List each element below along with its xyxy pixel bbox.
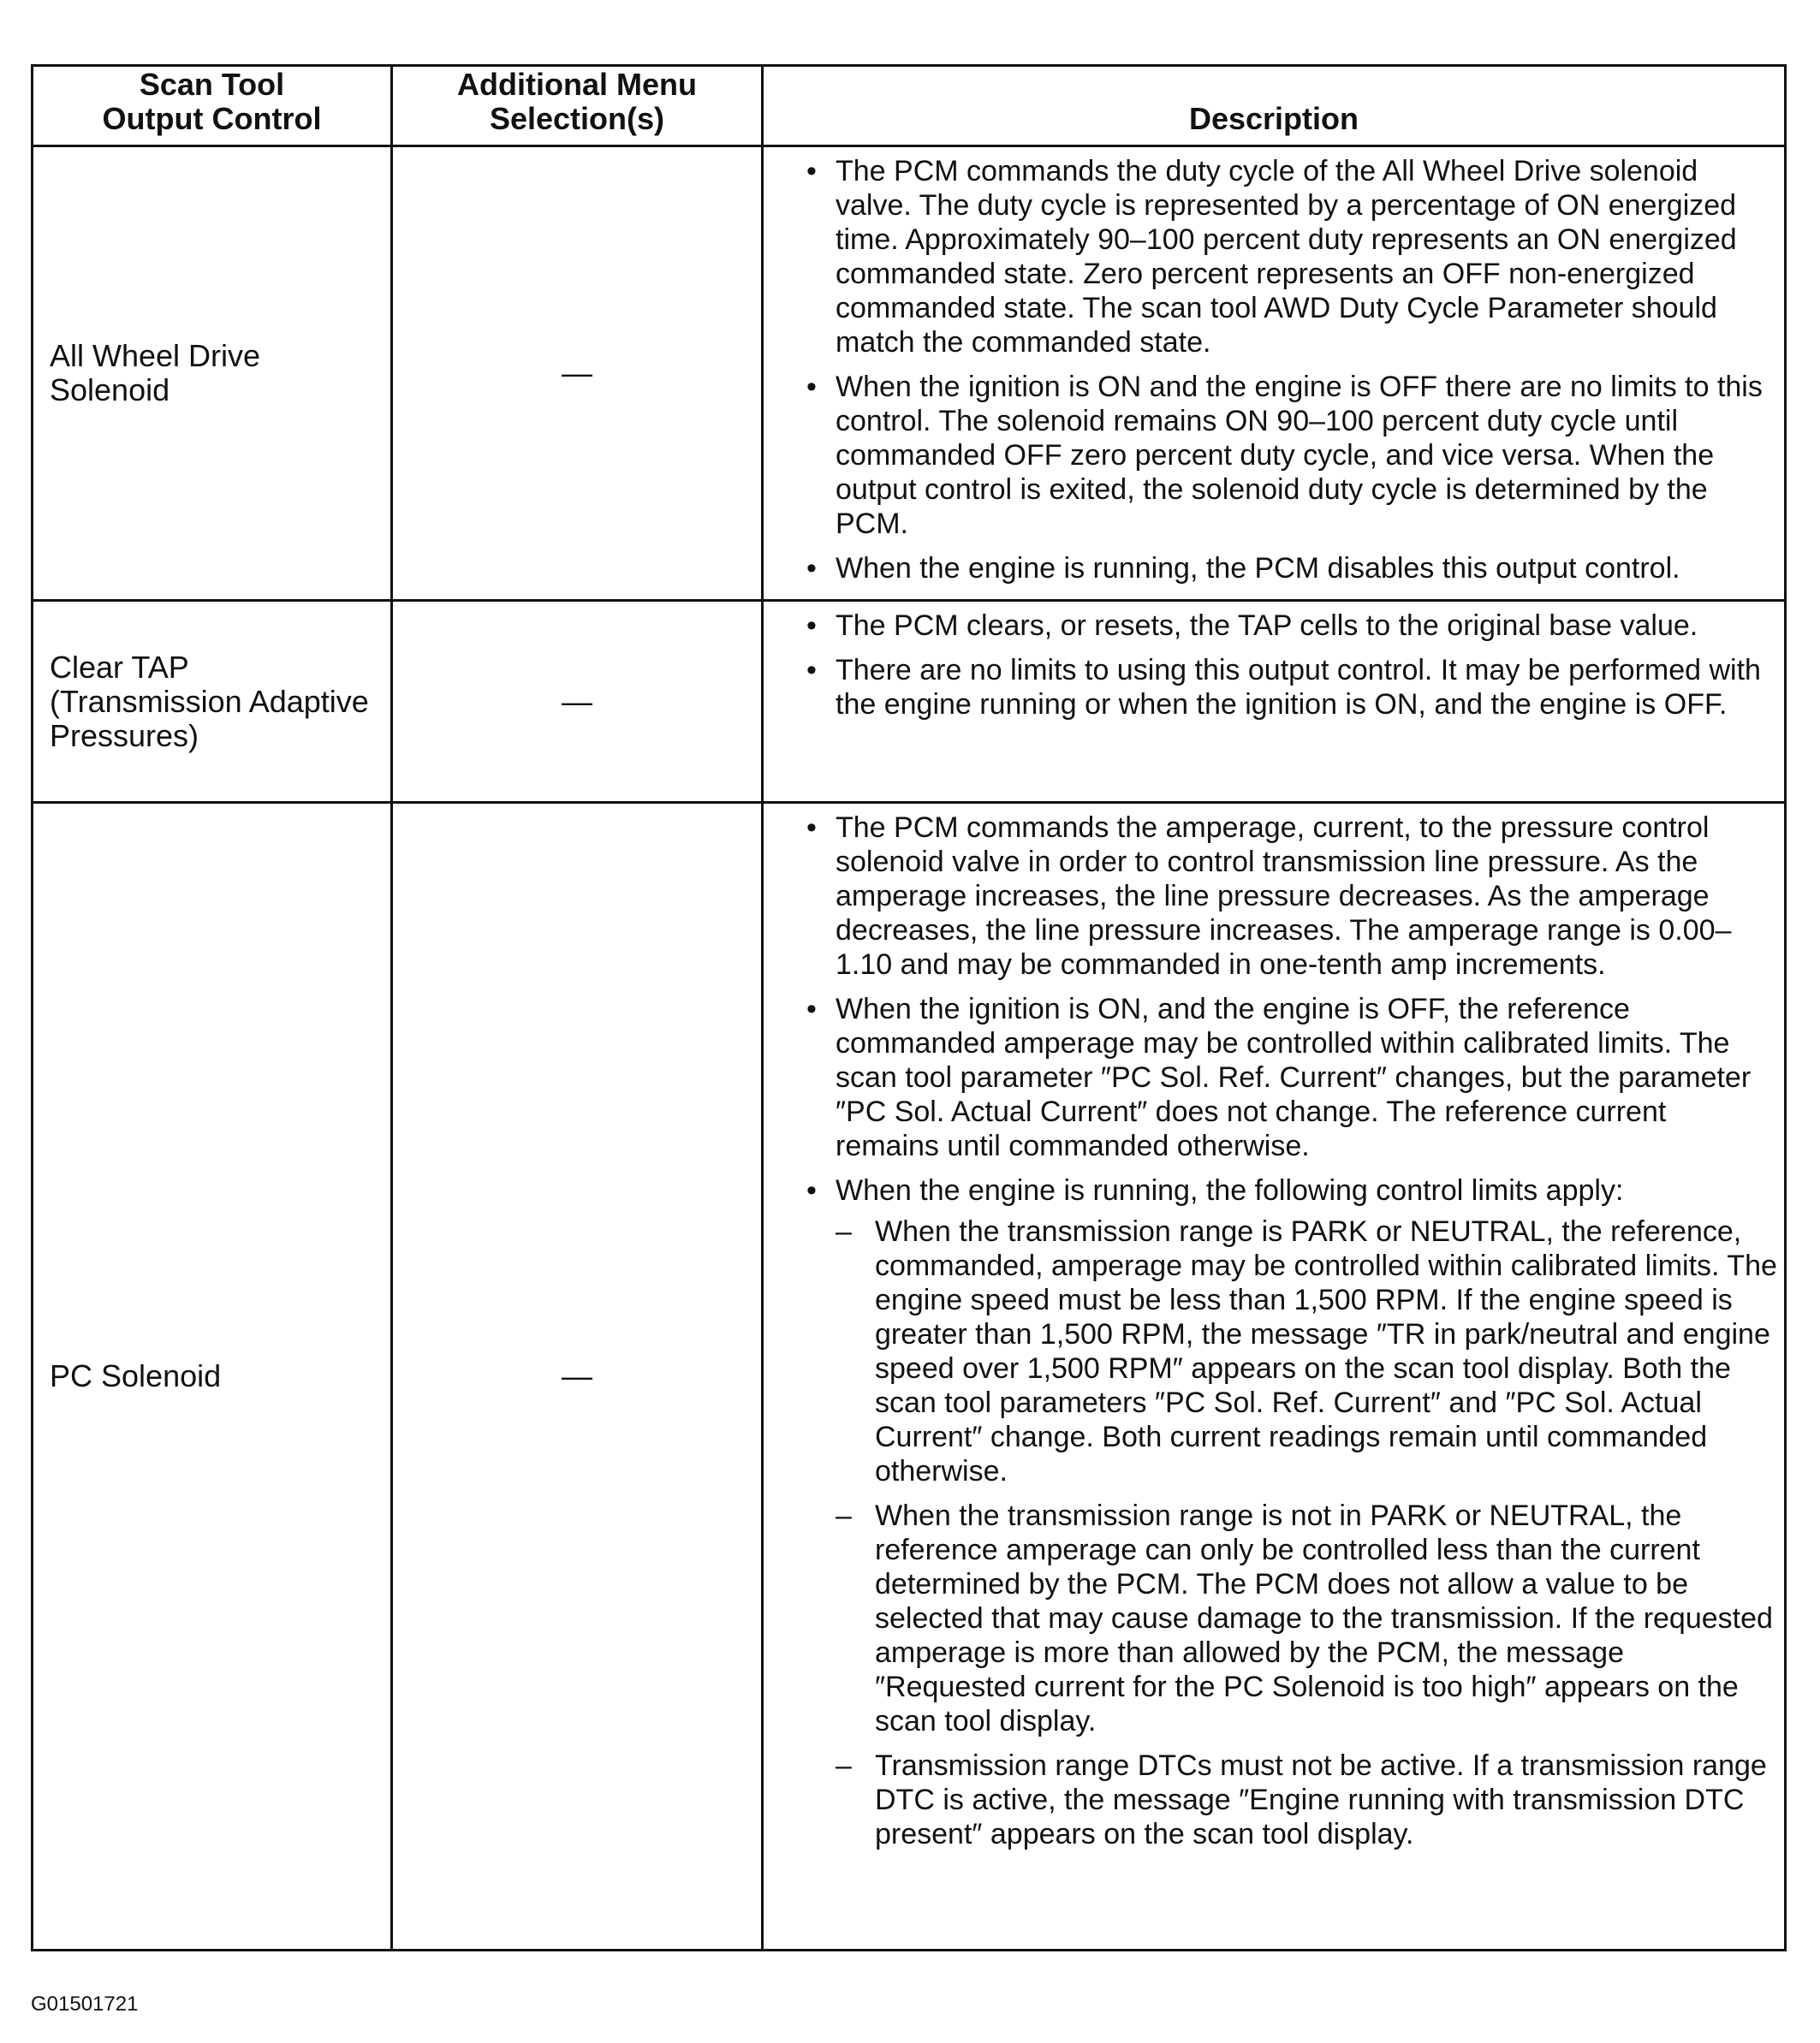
table-row-all-wheel-drive-solenoid [33,146,1786,601]
header-text-line: Additional Menu [457,67,697,102]
output-control-name: All Wheel Drive [50,338,261,373]
description-sub-bullet: – Transmission range DTCs must not be active. If a transmission range DTC is active, the message ″Engine running with transmission DTC present″ appears on the scan tool display. [836,1749,1777,1851]
description-bullet-list [806,811,1777,1851]
description-bullet-with-sublist [806,1173,1777,1851]
additional-menu-cell: — [392,601,763,803]
table-row-clear-tap [33,601,1786,803]
output-control-cell [33,146,392,601]
description-bullet: • When the ignition is ON, and the engine is OFF, the reference commanded amperage may be controlled within calibrated limits. The scan tool parameter ″PC Sol. Ref. Current″ changes, but the parameter ″PC Sol. Actual Current″ does not change. The reference current remains until commanded otherwise. [806,992,1777,1163]
description-bullet-text: When the engine is running, the following control limits apply: [836,1174,1624,1207]
description-bullet: • There are no limits to using this output control. It may be performed with the engine running or when the ignition is ON, and the engine is OFF. [806,653,1777,722]
header-scan-tool-output-control [33,66,392,146]
table-row-pc-solenoid [33,803,1786,1951]
description-bullet: • The PCM clears, or resets, the TAP cells to the original base value. [806,609,1777,643]
description-bullet: • The PCM commands the amperage, current, to the pressure control solenoid valve in order to control transmission line pressure. As the amperage increases, the line pressure decreases. As the amperage decreases, the line pressure increases. The amperage range is 0.00–1.10 and may be commanded in one-tenth amp increments. [806,811,1777,982]
header-text-line: Scan Tool [139,67,285,102]
output-control-name: Solenoid [50,372,170,407]
description-bullet: • When the ignition is ON and the engine is OFF there are no limits to this control. The solenoid remains ON 90–100 percent duty cycle until commanded OFF zero percent duty cycle, and vice versa. When the output control is exited, the solenoid duty cycle is determined by the PCM. [806,370,1777,541]
figure-code: G01501721 [31,1993,139,2016]
header-description [763,66,1786,146]
output-control-cell [33,601,392,803]
output-control-cell [33,803,392,1951]
description-bullet-list [806,609,1777,722]
header-additional-menu-selections [392,66,763,146]
description-sub-bullet: – When the transmission range is not in PARK or NEUTRAL, the reference amperage can only be controlled less than the current determined by the PCM. The PCM does not allow a value to be selected that may cause damage to the transmission. If the requested amperage is more than allowed by the PCM, the message ″Requested current for the PC Solenoid is too high″ appears on the scan tool display. [836,1499,1777,1738]
header-text-line: Description [1188,101,1359,136]
output-control-name: (Transmission Adaptive [50,683,369,719]
table-header-row [33,66,1786,146]
header-text-line: Selection(s) [489,101,665,136]
output-control-name: Clear TAP [50,649,189,685]
description-bullet: • When the engine is running, the PCM disables this output control. [806,551,1777,585]
description-cell [763,146,1786,601]
description-bullet: • The PCM commands the duty cycle of the All Wheel Drive solenoid valve. The duty cycle is represented by a percentage of ON energized time. Approximately 90–100 percent duty represents an ON energized commanded state. Zero percent represents an OFF non-energized commanded state. The scan tool AWD Duty Cycle Parameter should match the commanded state. [806,154,1777,359]
scan-tool-output-control-table [31,64,1787,1951]
output-control-name: PC Solenoid [50,1358,222,1393]
output-control-name: Pressures) [50,717,199,753]
description-sub-bullet: – When the transmission range is PARK or NEUTRAL, the reference, commanded, amperage may be controlled within calibrated limits. The engine speed must be less than 1,500 RPM. If the engine speed is greater than 1,500 RPM, the message ″TR in park/neutral and engine speed over 1,500 RPM″ appears on the scan tool display. Both the scan tool parameters ″PC Sol. Ref. Current″ and ″PC Sol. Actual Current″ change. Both current readings remain until commanded otherwise. [836,1215,1777,1488]
header-text-line: Output Control [102,101,322,136]
description-sub-bullet-list [836,1215,1777,1851]
description-cell [763,803,1786,1951]
additional-menu-cell: — [392,146,763,601]
description-cell [763,601,1786,803]
additional-menu-cell: — [392,803,763,1951]
description-bullet-list [806,154,1777,585]
